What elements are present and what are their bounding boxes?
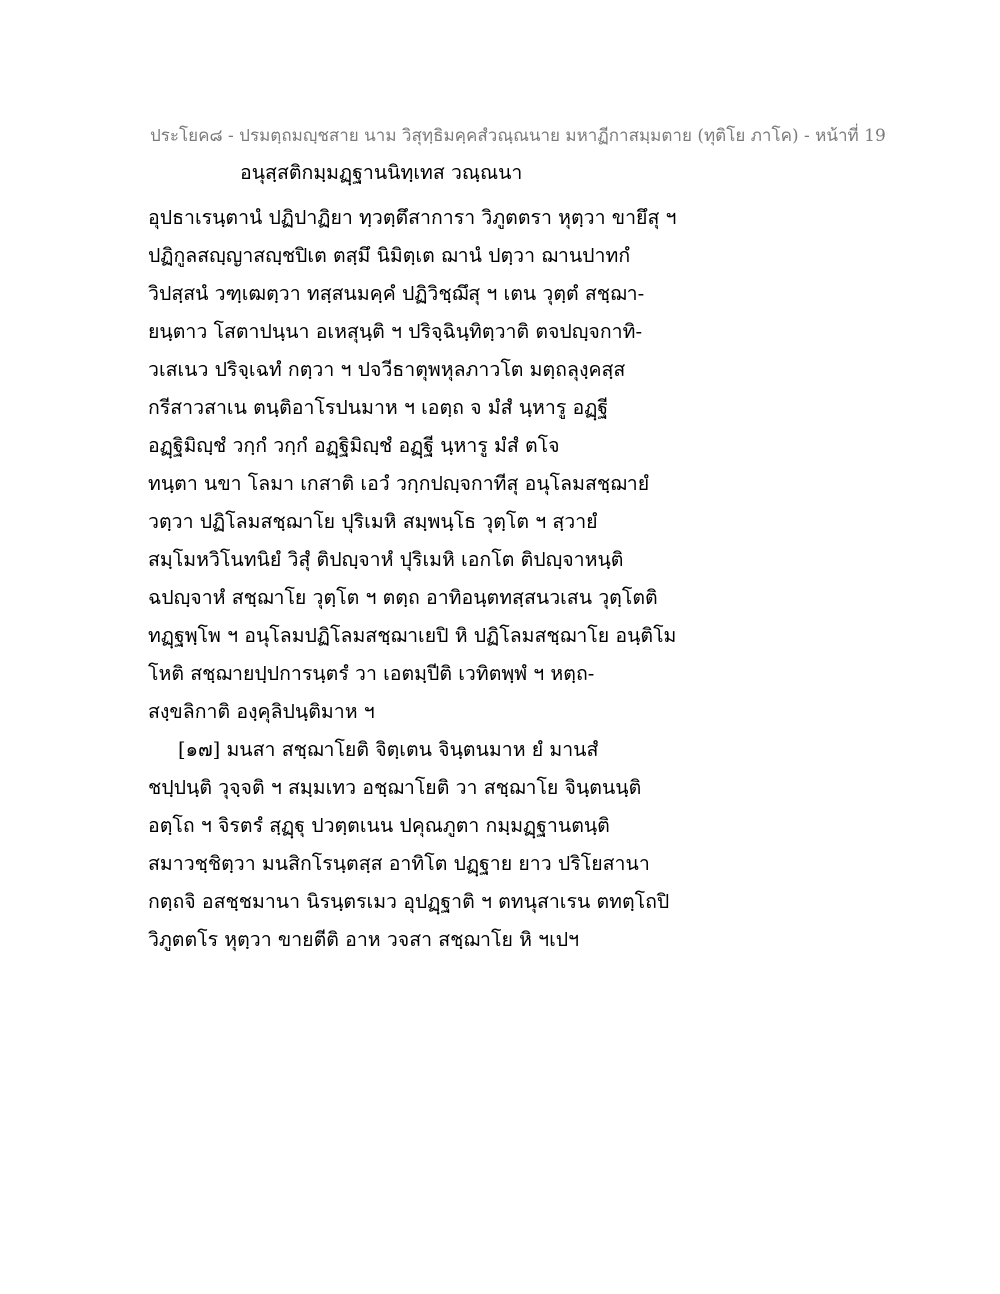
text-line: วเสเนว ปริจฺเฉทํ กตฺวา ฯ ปจวีธาตุพหุลภาวโต มตฺถลุงฺคสฺส bbox=[148, 358, 626, 381]
text-line: ทนฺตา นขา โลมา เกสาติ เอวํ วกฺกปญฺจกาทีสุ อนุโลมสชฺฌายํ bbox=[148, 472, 650, 495]
text-line: โหติ สชฺฌายปฺปการนฺตรํ วา เอตมฺปีติ เวทิตพฺพํ ฯ หตฺถ- bbox=[148, 662, 595, 685]
text-line: วตฺวา ปฏิโลมสชฺฌาโย ปุริเมหิ สมฺพนฺโธ วุตฺโต ฯ สฺวายํ bbox=[148, 510, 598, 533]
running-header: ประโยค๘ - ปรมตฺถมญฺชสาย นาม วิสุทฺธิมคฺคสํวณฺณนาย มหาฏีกาสมฺมตาย (ทุติโย ภาโค) - หน้าที่ 19 bbox=[150, 126, 886, 146]
body-text bbox=[148, 199, 708, 959]
text-line: วิปสฺสนํ วฑฺเฒตฺวา ทสฺสนมคฺคํ ปฏิวิชฺฌึสุ ฯ เตน วุตฺตํ สชฺฌา- bbox=[148, 282, 645, 305]
text-line: ฉปญฺจาหํ สชฺฌาโย วุตฺโต ฯ ตตฺถ อาทิอนฺตทสฺสนวเสน วุตฺโตติ bbox=[148, 586, 658, 609]
text-line: กตฺถจิ อสชฺชมานา นิรนฺตรเมว อุปฏฺฐาติ ฯ ตทนุสาเรน ตทตฺโถปิ bbox=[148, 890, 670, 913]
text-line: สมาวชฺชิตฺวา มนสิกโรนฺตสฺส อาทิโต ปฏฺฐาย ยาว ปริโยสานา bbox=[148, 852, 650, 875]
text-line: กรีสาวสาเน ตนฺติอาโรปนมาห ฯ เอตฺถ จ มํสํ นฺหารู อฏฺฐี bbox=[148, 396, 609, 419]
text-line: วิภูตตโร หุตฺวา ขายตีติ อาห วจสา สชฺฌาโย หิ ฯเปฯ bbox=[148, 928, 580, 951]
text-line: สงฺขลิกาติ องฺคุลิปนฺติมาห ฯ bbox=[148, 700, 375, 723]
text-line: ยนฺตาว โสตาปนฺนา อเหสุนฺติ ฯ ปริจฺฉินฺทิตฺวาติ ตจปญฺจกาทิ- bbox=[148, 320, 643, 343]
section-title: อนุสฺสติกมฺมฏฺฐานนิทฺเทส วณฺณนา bbox=[240, 161, 523, 184]
text-line: อฏฺฐิมิญฺชํ วกฺกํ วกฺกํ อฏฺฐิมิญฺชํ อฏฺฐี นฺหารู มํสํ ตโจ bbox=[148, 434, 560, 457]
text-line: อตฺโถ ฯ จิรตรํ สฺฏฺฐุ ปวตฺตเนน ปคุณภูตา กมฺมฏฺฐานตนฺติ bbox=[148, 814, 610, 837]
text-line: อุปธาเรนฺตานํ ปฏิปาฏิยา ทฺวตฺตึสาการา วิภูตตรา หุตฺวา ขายึสุ ฯ bbox=[148, 206, 677, 229]
text-line: [๑๗] มนสา สชฺฌาโยติ จิตฺเตน จินฺตนมาห ยํ มานสํ bbox=[178, 738, 599, 761]
text-line: ชปฺปนฺติ วุจฺจติ ฯ สมฺมเทว อชฺฌาโยติ วา สชฺฌาโย จินฺตนนฺติ bbox=[148, 776, 642, 799]
text-line: ทฏฺฐพฺโพ ฯ อนุโลมปฏิโลมสชฺฌาเยปิ หิ ปฏิโลมสชฺฌาโย อนฺติโม bbox=[148, 624, 677, 647]
text-line: ปฏิกูลสญฺญาสญฺชปิเต ตสฺมึ นิมิตฺเต ฌานํ ปตฺวา ฌานปาทกํ bbox=[148, 244, 631, 267]
text-line: สมฺโมหวิโนทนิยํ วิสุํ ติปญฺจาหํ ปุริเมหิ เอกโต ติปญฺจาหนฺติ bbox=[148, 548, 624, 571]
